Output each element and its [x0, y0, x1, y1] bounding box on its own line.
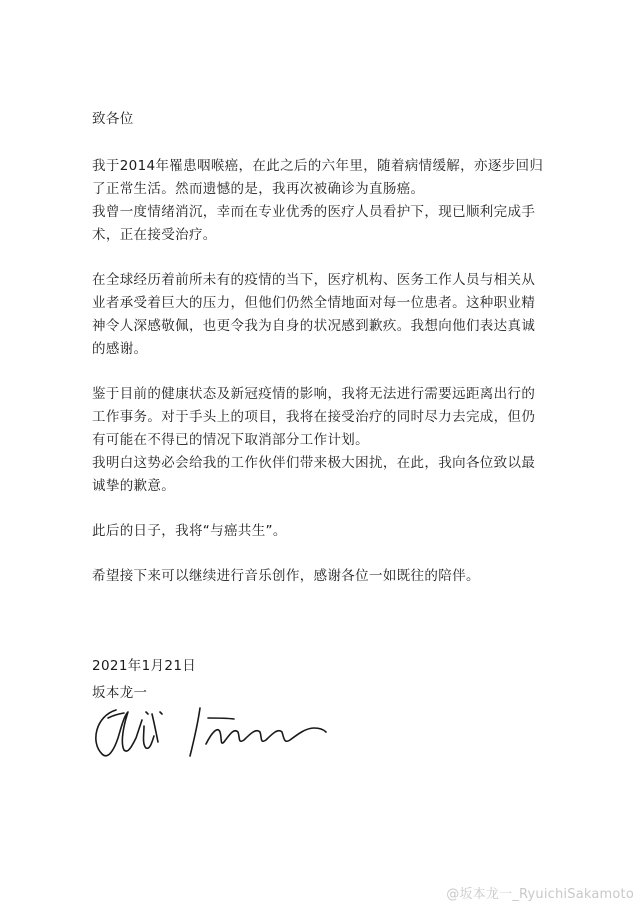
letter-greeting: 致各位: [92, 111, 134, 127]
weibo-watermark: @坂本龙一_RyuichiSakamoto: [446, 887, 634, 902]
paragraph-line: 在全球经历着前所未有的疫情的当下，医疗机构、医务工作人员与相关从: [92, 272, 536, 288]
paragraph-line: 业者承受着巨大的压力，但他们仍然全情地面对每一位患者。这种职业精: [92, 295, 536, 311]
letter-body: [92, 108, 562, 588]
paragraph-line: 术，正在接受治疗。: [92, 227, 217, 243]
paragraph-line: 鉴于目前的健康状态及新冠疫情的影响，我将无法进行需要远距离出行的: [92, 386, 536, 402]
paragraph-4: [92, 520, 562, 543]
paragraph-line: 的感谢。: [92, 341, 148, 357]
paragraph-line: 神令人深感敬佩，也更令我为自身的状况感到歉疚。我想向他们表达真诚: [92, 318, 536, 334]
paragraph-5: [92, 565, 562, 588]
paragraph-line: 我明白这势必会给我的工作伙伴们带来极大困扰，在此，我向各位致以最: [92, 455, 536, 471]
paragraph-2: [92, 269, 562, 361]
paragraph-line: 我曾一度情绪消沉，幸而在专业优秀的医疗人员看护下，现已顺利完成手: [92, 204, 536, 220]
letter-date: 2021年1月21日: [92, 658, 197, 674]
paragraph-1: [92, 155, 562, 247]
paragraph-line: 希望接下来可以继续进行音乐创作，感谢各位一如既往的陪伴。: [92, 568, 480, 584]
paragraph-line: 诚挚的歉意。: [92, 478, 176, 494]
handwritten-signature: [88, 698, 338, 760]
paragraph-line: 此后的日子，我将“与癌共生”。: [92, 523, 287, 539]
paragraph-3: [92, 383, 562, 498]
paragraph-line: 有可能在不得已的情况下取消部分工作计划。: [92, 432, 369, 448]
paragraph-line: 我于2014年罹患咽喉癌，在此之后的六年里，随着病情缓解，亦逐步回归: [92, 158, 544, 174]
paragraph-line: 工作事务。对于手头上的项目，我将在接受治疗的同时尽力去完成，但仍: [92, 409, 536, 425]
paragraph-line: 了正常生活。然而遗憾的是，我再次被确诊为直肠癌。: [92, 181, 425, 197]
letter-author: 坂本龙一: [92, 685, 148, 701]
